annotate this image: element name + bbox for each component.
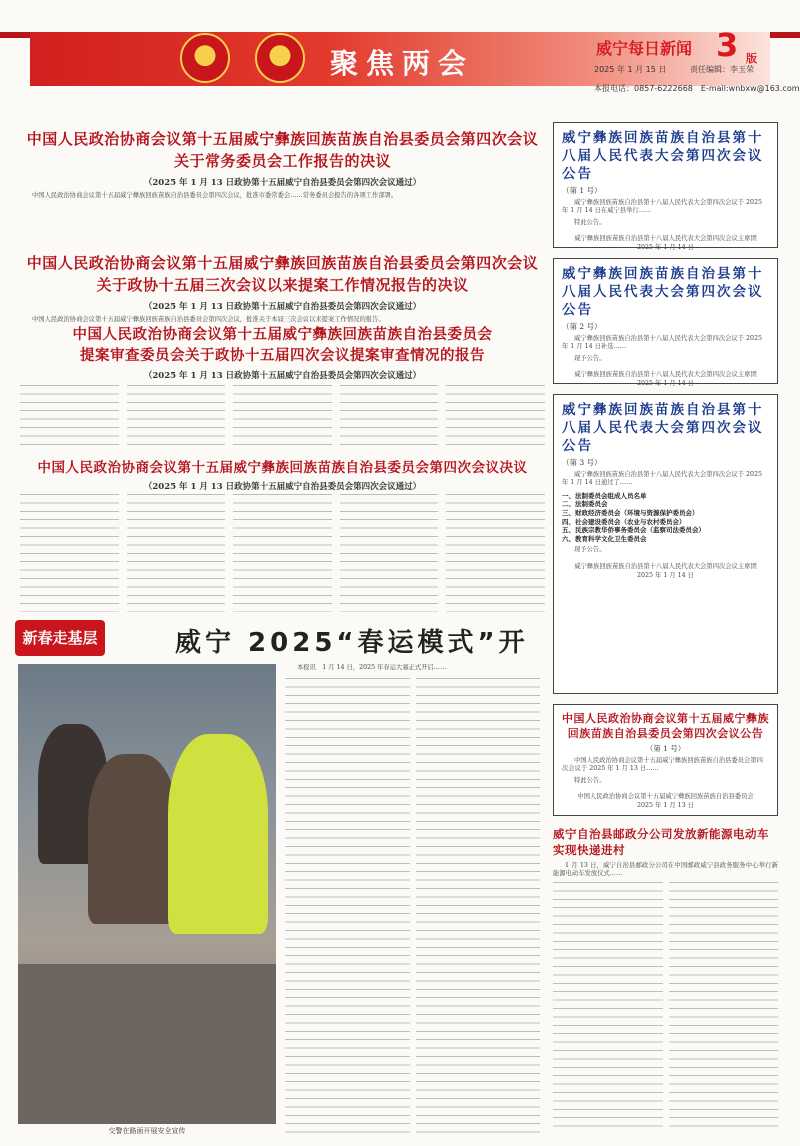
text-column (285, 678, 410, 1134)
notice-signature: 中国人民政治协商会议第十五届威宁彝族回族苗族自治县委员会 (577, 793, 754, 801)
article-subtitle: （2025 年 1 月 13 日政协第十五届威宁自治县委员会第四次会议通过） (143, 302, 422, 312)
notice-npc-2 (553, 258, 778, 388)
text-column (20, 385, 119, 451)
list-heading: 一、法制委员会组成人员名单 (562, 491, 647, 500)
article-title: 中国人民政治协商会议第十五届威宁彝族回族苗族自治县委员会 (72, 327, 493, 343)
traffic-officer-figure (168, 734, 268, 934)
notice-body: 威宁彝族回族苗族自治县第十八届人民代表大会第四次会议于 2025 年 1 月 14 日在威宁县举行…… (562, 199, 763, 215)
notice-number: （第 3 号） (562, 458, 602, 467)
text-column (553, 882, 663, 1132)
article-title: 中国人民政治协商会议第十五届威宁彝族回族苗族自治县委员会第四次会议 (26, 130, 539, 148)
article-title: 威宁自治县邮政分公司发放新能源电动车实现快递进村 (553, 827, 769, 857)
text-column (233, 494, 332, 612)
contact-line: 本报电话：0857-6222668 E-mail:wnbxw@163.com (594, 84, 800, 93)
notice-signature: 威宁彝族回族苗族自治县第十八届人民代表大会第四次会议主席团 (574, 235, 757, 243)
list-heading: 五、民族宗教华侨事务委员会（监察司法委员会） (562, 526, 705, 535)
article-session-resolution (20, 458, 545, 614)
list-heading: 二、法制委员会 (562, 500, 608, 509)
paper-name: 威宁每日新闻 (596, 39, 693, 58)
column-logo: 新春走基层 (15, 620, 105, 656)
text-column (446, 385, 545, 451)
notice-title: 威宁彝族回族苗族自治县第十八届人民代表大会第四次会议公告 (562, 402, 764, 454)
article-columns (20, 385, 545, 451)
notice-date: 2025 年 1 月 13 日 (637, 802, 694, 810)
notice-closing: 现予公告。 (574, 354, 606, 362)
article-body: 1 月 13 日，威宁自治县邮政分公司在中国邮政威宁县政务服务中心举行新能源电动车发放仪式…… (553, 862, 778, 878)
article-proposal-work (20, 252, 545, 324)
notice-date: 2025 年 1 月 14 日 (637, 380, 694, 388)
article-title: 威宁 2025“春运模式”开 (175, 628, 529, 658)
text-column (340, 385, 439, 451)
text-column (127, 385, 226, 451)
text-column (446, 494, 545, 612)
committee-list (562, 492, 769, 544)
article-columns (285, 678, 540, 1134)
issue-date: 2025 年 1 月 15 日 (594, 65, 667, 74)
notice-body: 中国人民政治协商会议第十五届威宁彝族回族苗族自治县委员会第四次会议于 2025 年 1 月 13 日…… (562, 757, 763, 773)
notice-number: （第 1 号） (562, 186, 602, 195)
page-suffix: 版 (746, 52, 757, 65)
notice-title: 威宁彝族回族苗族自治县第十八届人民代表大会第四次会议公告 (562, 130, 764, 182)
national-emblem-icon (180, 33, 230, 83)
notice-npc-1 (553, 122, 778, 252)
article-title: 中国人民政治协商会议第十五届威宁彝族回族苗族自治县委员会第四次会议决议 (37, 460, 528, 476)
notice-signature: 威宁彝族回族苗族自治县第十八届人民代表大会第四次会议主席团 (574, 562, 757, 570)
section-title: 聚焦两会 (330, 47, 475, 80)
text-column (340, 494, 439, 612)
notice-number: （第 1 号） (645, 744, 686, 753)
article-standing-committee (20, 128, 545, 200)
editor-line: 责任编辑：李玉荣 (690, 65, 754, 74)
notice-npc-3 (553, 394, 778, 694)
article-subtitle: （2025 年 1 月 13 日政协第十五届威宁自治县委员会第四次会议通过） (143, 178, 422, 188)
article-title-line2: 关于常务委员会工作报告的决议 (173, 152, 391, 170)
text-column (669, 882, 779, 1132)
pedestrian-figure (88, 754, 178, 924)
text-column (20, 494, 119, 612)
notice-date: 2025 年 1 月 14 日 (637, 244, 694, 252)
article-body: 本报讯 1 月 14 日，2025 年春运大幕正式开启…… (297, 664, 447, 671)
article-title-line2: 关于政协十五届三次会议以来提案工作情况报告的决议 (96, 276, 469, 294)
article-title-line2: 提案审查委员会关于政协十五届四次会议提案审查情况的报告 (80, 348, 485, 364)
list-heading: 三、财政经济委员会（环境与资源保护委员会） (562, 509, 699, 517)
article-postal-ev (553, 826, 778, 1136)
article-title: 中国人民政治协商会议第十五届威宁彝族回族苗族自治县委员会第四次会议 (26, 254, 539, 272)
text-column (127, 494, 226, 612)
road-surface (18, 964, 276, 1124)
masthead (0, 0, 800, 100)
photo-caption: 交警在路面开展安全宣传 (108, 1127, 186, 1135)
notice-closing: 特此公告。 (574, 776, 606, 784)
list-heading: 六、教育科学文化卫生委员会 (562, 534, 647, 543)
notice-signature: 威宁彝族回族苗族自治县第十八届人民代表大会第四次会议主席团 (574, 371, 757, 379)
notice-date: 2025 年 1 月 14 日 (637, 571, 694, 579)
spring-transport-header (15, 620, 540, 658)
text-column (416, 678, 541, 1134)
notice-body: 威宁彝族回族苗族自治县第十八届人民代表大会第四次会议于 2025 年 1 月 14 日补选…… (562, 335, 763, 351)
spring-article-body (285, 664, 540, 1136)
news-photo (18, 664, 276, 1124)
notice-title: 中国人民政治协商会议第十五届威宁彝族回族苗族自治县委员会第四次会议公告 (562, 712, 769, 740)
article-columns (553, 882, 778, 1132)
article-body: 中国人民政治协商会议第十五届威宁彝族回族苗族自治县委员会第四次会议，批准关于本届三次会议以来提案工作情况的报告。 (32, 316, 385, 323)
notice-closing: 特此公告。 (574, 218, 606, 226)
article-proposal-review (20, 325, 545, 453)
notice-body: 威宁彝族回族苗族自治县第十八届人民代表大会第四次会议于 2025 年 1 月 14 日通过了…… (562, 471, 763, 487)
page-number: 3 (716, 26, 739, 64)
notice-number: （第 2 号） (562, 322, 602, 331)
notice-title: 威宁彝族回族苗族自治县第十八届人民代表大会第四次会议公告 (562, 266, 764, 318)
article-columns (20, 494, 545, 612)
article-subtitle: （2025 年 1 月 13 日政协第十五届威宁自治县委员会第四次会议通过） (143, 371, 422, 381)
text-column (233, 385, 332, 451)
list-heading: 四、社会建设委员会（农业与农村委员会） (562, 517, 686, 526)
notice-closing: 现予公告。 (574, 546, 606, 554)
notice-cppcc-1 (553, 704, 778, 816)
cppcc-emblem-icon (255, 33, 305, 83)
article-subtitle: （2025 年 1 月 13 日政协第十五届威宁自治县委员会第四次会议通过） (143, 482, 422, 492)
article-body: 中国人民政治协商会议第十五届威宁彝族回族苗族自治县委员会第四次会议，批准市委常委会……常务委员会报告的各项工作部署。 (32, 192, 398, 199)
